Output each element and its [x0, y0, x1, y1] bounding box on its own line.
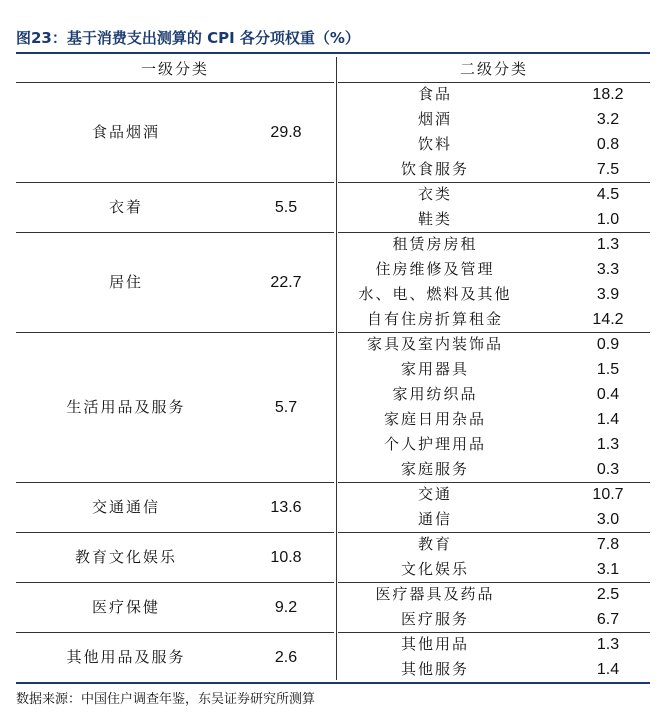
subcategory-weight: 2.5 [596, 586, 620, 603]
subcategory-name: 食品 [417, 85, 452, 103]
subcategory-name: 家庭服务 [400, 460, 469, 478]
subcategory-weight: 4.5 [596, 186, 620, 203]
group-rule-left [16, 532, 334, 533]
subcategory-weight: 0.4 [596, 386, 620, 403]
subcategory-name: 水、电、燃料及其他 [358, 285, 512, 303]
subcategory-weight: 0.8 [596, 136, 620, 153]
subcategory-weight: 1.3 [596, 236, 620, 253]
category-name: 交通通信 [91, 497, 160, 516]
category-weight: 5.7 [274, 398, 298, 416]
subcategory-name: 鞋类 [417, 210, 452, 228]
category-weight: 2.6 [274, 648, 298, 666]
category-name: 食品烟酒 [91, 122, 160, 141]
subcategory-name: 家庭日用杂品 [383, 410, 486, 428]
subcategory-name: 烟酒 [417, 110, 452, 128]
subcategory-name: 个人护理用品 [383, 435, 486, 453]
category-weight: 9.2 [274, 598, 298, 616]
subcategory-name: 家具及室内装饰品 [366, 335, 503, 353]
category-name: 医疗保健 [91, 597, 160, 616]
category-name: 教育文化娱乐 [74, 547, 177, 566]
subcategory-name: 衣类 [417, 185, 452, 203]
group-rule-left [16, 232, 334, 233]
subcategory-weight: 3.3 [596, 261, 620, 278]
subcategory-weight: 6.7 [596, 611, 620, 628]
category-weight: 22.7 [270, 273, 302, 291]
subcategory-name: 租赁房房租 [392, 235, 478, 253]
data-source-note: 数据来源：中国住户调查年鉴，东吴证券研究所测算 [16, 692, 316, 707]
subcategory-weight: 0.3 [596, 461, 620, 478]
subcategory-name: 其他服务 [400, 660, 469, 678]
subcategory-weight: 1.4 [596, 411, 620, 428]
subcategory-name: 文化娱乐 [400, 560, 469, 578]
header-rule-left [16, 82, 334, 83]
subcategory-weight: 1.3 [596, 436, 620, 453]
subcategory-name: 交通 [417, 485, 452, 503]
subcategory-weight: 14.2 [592, 311, 624, 328]
category-weight: 29.8 [270, 123, 302, 141]
subcategory-name: 教育 [417, 535, 452, 553]
subcategory-name: 住房维修及管理 [375, 260, 495, 278]
subcategory-weight: 1.5 [596, 361, 620, 378]
subcategory-weight: 7.8 [596, 536, 620, 553]
group-rule-left [16, 332, 334, 333]
group-rule-left [16, 182, 334, 183]
category-name: 衣着 [108, 197, 143, 216]
category-weight: 13.6 [270, 498, 302, 516]
top-rule [16, 52, 650, 54]
category-name: 其他用品及服务 [66, 647, 186, 666]
subcategory-name: 医疗服务 [400, 610, 469, 628]
subcategory-weight: 1.3 [596, 636, 620, 653]
subcategory-name: 饮食服务 [400, 160, 469, 178]
bottom-rule [16, 682, 650, 684]
group-rule-left [16, 582, 334, 583]
subcategory-weight: 3.2 [596, 111, 620, 128]
subcategory-weight: 3.9 [596, 286, 620, 303]
group-rule-left [16, 482, 334, 483]
subcategory-weight: 7.5 [596, 161, 620, 178]
header-level1: 一级分类 [140, 60, 209, 78]
category-name: 居住 [108, 272, 143, 291]
figure-title: 图23：基于消费支出测算的 CPI 各分项权重（%） [16, 29, 360, 47]
category-name: 生活用品及服务 [66, 397, 186, 416]
subcategory-name: 自有住房折算租金 [366, 310, 503, 328]
subcategory-name: 其他用品 [400, 635, 469, 653]
subcategory-name: 家用纺织品 [392, 385, 478, 403]
subcategory-name: 饮料 [417, 135, 452, 153]
subcategory-weight: 3.0 [596, 511, 620, 528]
subcategory-name: 医疗器具及药品 [375, 585, 495, 603]
subcategory-weight: 1.0 [596, 211, 620, 228]
subcategory-name: 家用器具 [400, 360, 469, 378]
category-weight: 10.8 [270, 548, 302, 566]
category-weight: 5.5 [274, 198, 298, 216]
column-divider [336, 57, 337, 680]
header-level2: 二级分类 [459, 60, 528, 78]
subcategory-name: 通信 [417, 510, 452, 528]
subcategory-weight: 18.2 [592, 86, 624, 103]
group-rule-left [16, 632, 334, 633]
subcategory-weight: 1.4 [596, 661, 620, 678]
subcategory-weight: 0.9 [596, 336, 620, 353]
subcategory-weight: 3.1 [596, 561, 620, 578]
subcategory-weight: 10.7 [592, 486, 624, 503]
